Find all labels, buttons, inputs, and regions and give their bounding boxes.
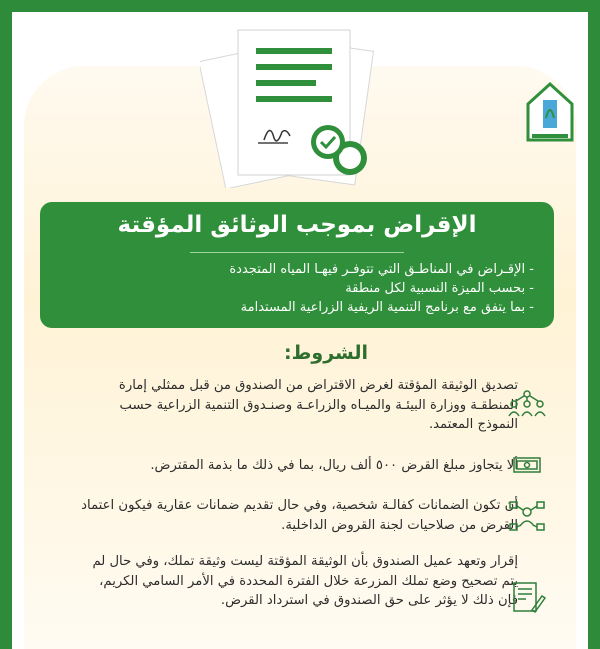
conditions-title: الشروط: <box>284 342 368 364</box>
condition-item-2: ألا يتجاوز مبلغ القرض ٥٠٠ ألف ريال، بما في ذلك ما بذمة المقترض. <box>150 458 518 473</box>
condition-item-1: تصديق الوثيقة المؤقتة لغرض الاقتراض من الصندوق من قبل ممثلي إمارة المنطقـة ووزارة البيئـة والميـاه والزراعـة وصنـدوق التنمية الزراعية حسب النموذج المعتمد. <box>118 378 518 432</box>
person-network-icon <box>506 500 548 534</box>
signed-document-icon <box>506 580 548 614</box>
documents-illustration <box>200 18 380 188</box>
banner-item: - بحسب الميزة النسبية لكل منطقة <box>345 281 534 296</box>
condition-item-3: أن تكون الضمانات كفالـة شخصية، وفي حال تقديم ضمانات عقارية فيكون اعتماد القرض من صلاحيات لجنة القروض الداخلية. <box>81 498 518 533</box>
banner-list <box>54 260 534 317</box>
loan-banner <box>40 202 554 328</box>
banner-divider <box>190 252 404 253</box>
banner-item: - بما يتفق مع برنامج التنمية الريفية الزراعية المستدامة <box>240 300 534 315</box>
people-network-icon <box>506 388 548 422</box>
condition-item-4: إقرار وتعهد عميل الصندوق بأن الوثيقة المؤقتة ليست وثيقة تملك، وفي حال لم يتم تصحيح وضع تملك المزرعة خلال الفترة المحددة في الأمر السامي الكريم، فإن ذلك لا يؤثر على حق الصندوق في استرداد القرض. <box>92 554 518 608</box>
organization-logo <box>524 78 576 148</box>
banner-title: الإقراض بموجب الوثائق المؤقتة <box>117 212 477 238</box>
banner-item: - الإقـراض في المناطـق التي تتوفـر فيهـا المياه المتجددة <box>229 262 534 277</box>
banknote-icon <box>506 452 548 486</box>
